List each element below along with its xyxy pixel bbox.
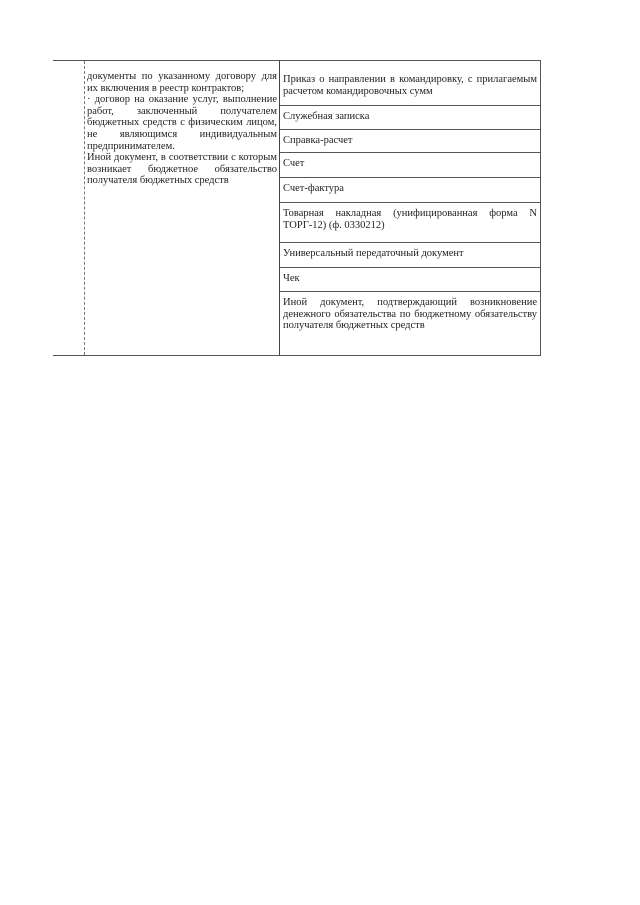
row-text: Приказ о направлении в командировку, с прилагаемым расчетом командировочных сумм — [283, 74, 537, 97]
paragraph-contract-documents: документы по указанному договору для их включения в реестр контрактов; — [87, 71, 277, 94]
table-row — [280, 268, 540, 292]
table-row — [280, 130, 540, 153]
table-row — [280, 178, 540, 203]
table-row — [280, 243, 540, 268]
table-row — [280, 203, 540, 243]
right-column-cells — [280, 61, 540, 355]
column-divider — [84, 61, 85, 355]
row-text: Чек — [283, 273, 300, 284]
row-text: Счет — [283, 158, 305, 169]
left-cell-text — [87, 71, 277, 187]
row-text: Иной документ, подтверждающий возникновение денежного обязательства по бюджетному обязательству получателя бюджетных средств — [283, 297, 537, 332]
paragraph-service-contract: · договор на оказание услуг, выполнение работ, заключенный получателем бюджетных средств с физическим лицом, не являющимся индивидуальным предпринимателем. — [87, 94, 277, 152]
table-row — [280, 106, 540, 130]
row-text: Товарная накладная (унифицированная форма N ТОРГ-12) (ф. 0330212) — [283, 208, 537, 231]
row-text: Счет-фактура — [283, 183, 344, 194]
table-row — [280, 292, 540, 355]
row-text: Служебная записка — [283, 111, 370, 122]
table-row — [280, 153, 540, 178]
paragraph-other-document: Иной документ, в соответствии с которым возникает бюджетное обязательство получателя бюджетных средств — [87, 152, 277, 187]
row-text: Справка-расчет — [283, 135, 353, 146]
row-text: Универсальный передаточный документ — [283, 248, 464, 259]
left-column-cell — [53, 61, 280, 355]
table-row — [280, 61, 540, 106]
document-table — [53, 60, 541, 356]
